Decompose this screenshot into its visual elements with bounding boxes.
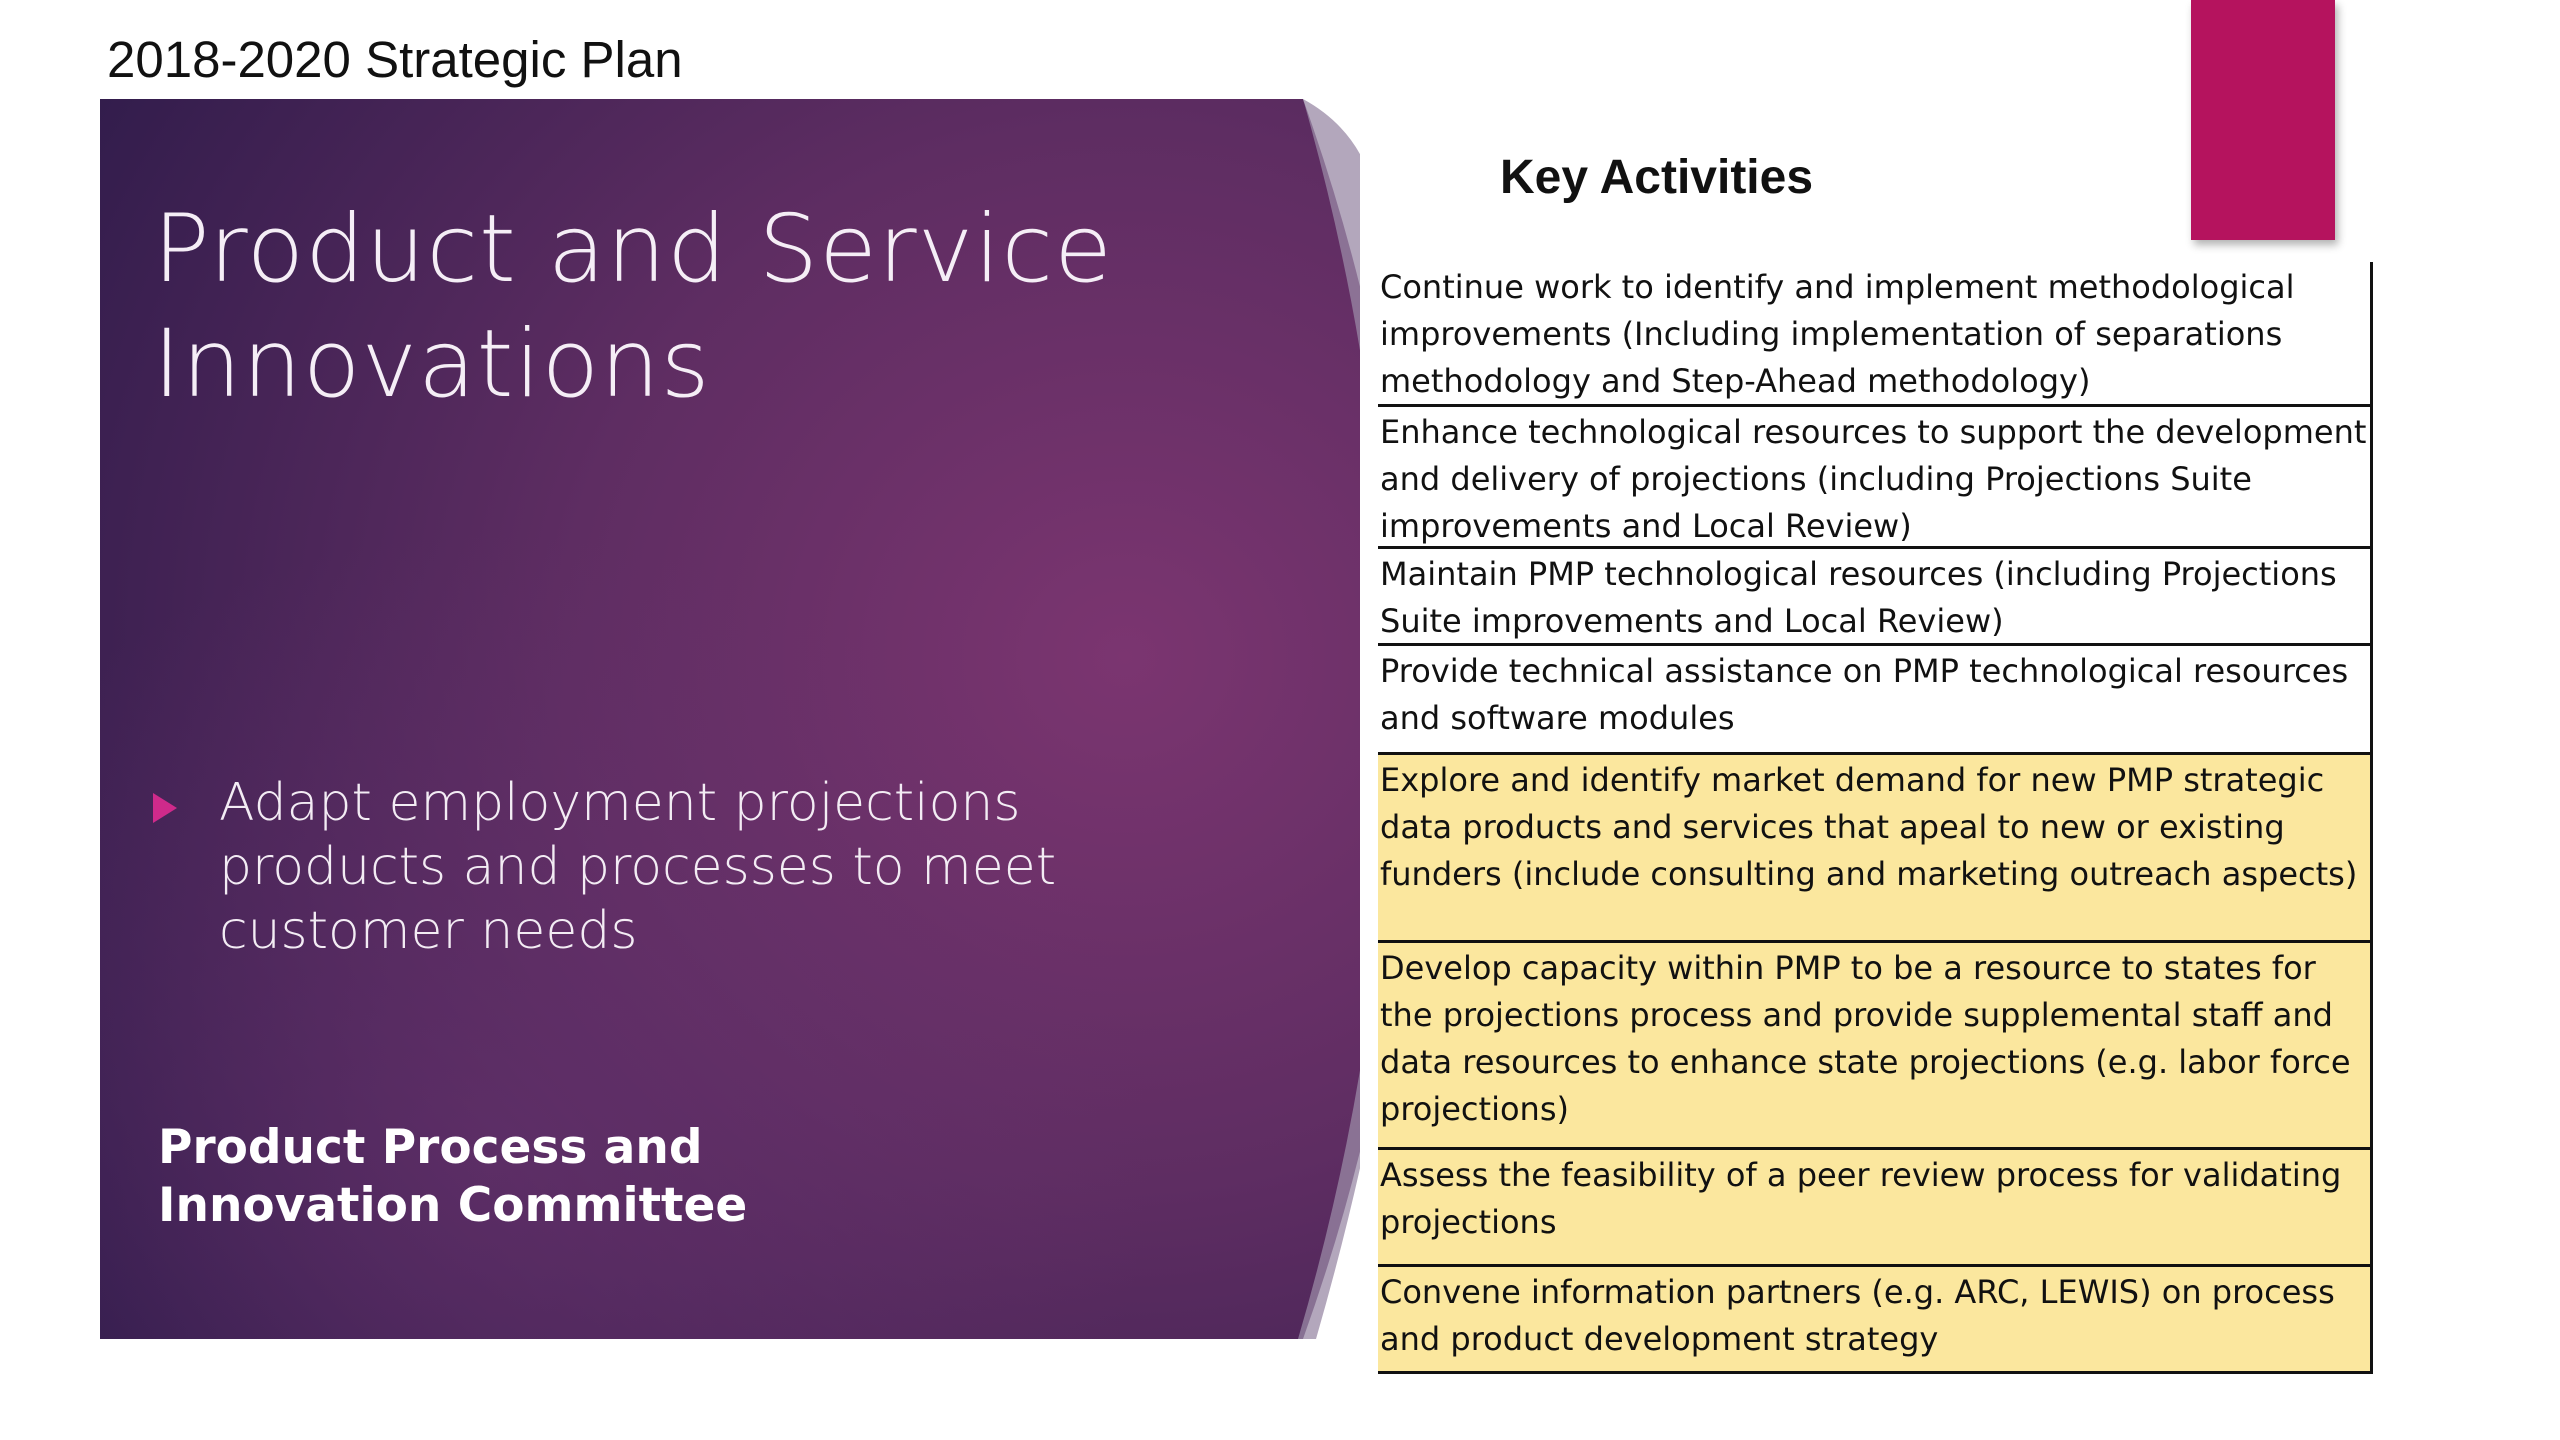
- hero-panel: [100, 99, 1360, 1339]
- triangle-bullet-icon: [153, 793, 177, 823]
- activity-row: Convene information partners (e.g. ARC, LEWIS) on process and product development strategy: [1378, 1267, 2370, 1374]
- slide-title: Product and Service Innovations: [153, 195, 1113, 419]
- activity-row: Develop capacity within PMP to be a resource to states for the projections process and provide supplemental staff and data resources to enhance state projections (e.g. labor force projections): [1378, 943, 2370, 1150]
- plan-label: 2018-2020 Strategic Plan: [107, 31, 683, 88]
- activity-row: Continue work to identify and implement methodological improvements (Including implementation of separations methodology and Step-Ahead methodology): [1378, 262, 2370, 407]
- activity-row: Enhance technological resources to support the development and delivery of projections (including Projections Suite improvements and Local Review): [1378, 407, 2370, 549]
- activities-table: [1378, 262, 2373, 1374]
- activity-row: Explore and identify market demand for new PMP strategic data products and services that apeal to new or existing funders (include consulting and marketing outreach aspects): [1378, 755, 2370, 943]
- activity-row: Provide technical assistance on PMP technological resources and software modules: [1378, 646, 2370, 755]
- bullet-item: [153, 771, 1153, 963]
- activity-row: Maintain PMP technological resources (including Projections Suite improvements and Local Review): [1378, 549, 2370, 646]
- bullet-text: Adapt employment projections products and processes to meet customer needs: [219, 773, 1057, 961]
- accent-bar: [2191, 0, 2335, 240]
- committee-name: Product Process and Innovation Committee: [158, 1120, 748, 1233]
- key-activities-title: Key Activities: [1500, 151, 1814, 204]
- activity-row: Assess the feasibility of a peer review process for validating projections: [1378, 1150, 2370, 1267]
